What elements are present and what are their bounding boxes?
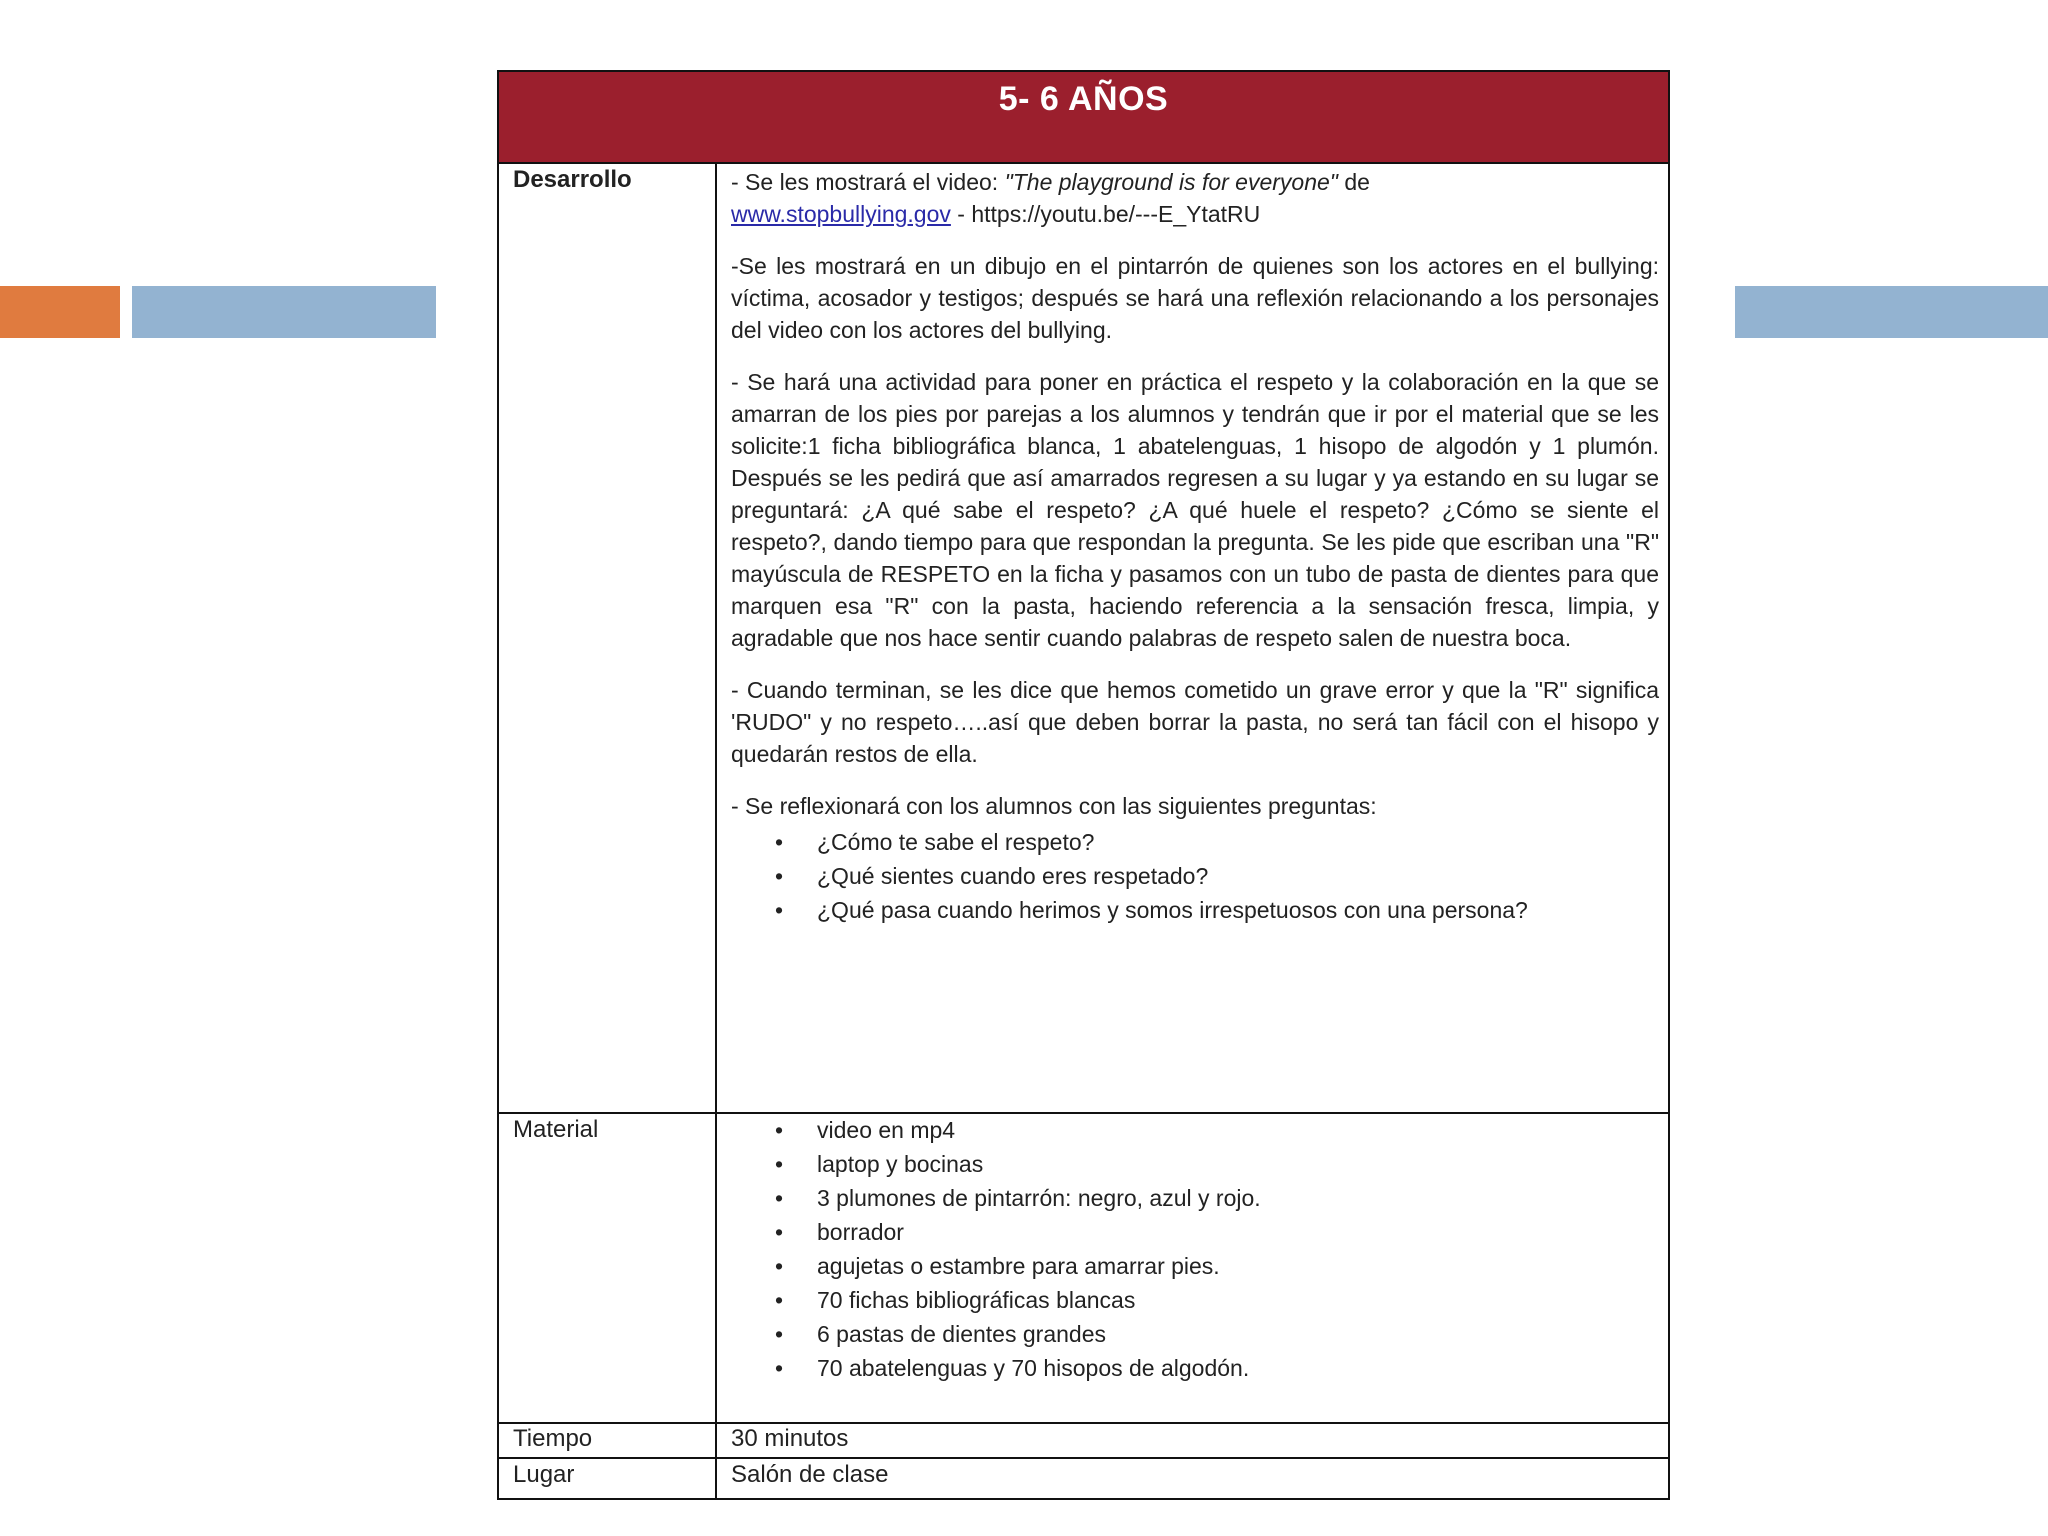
- row-divider-tiempo: [499, 1422, 1668, 1424]
- desarrollo-label: Desarrollo: [513, 166, 632, 193]
- video-de-text: de: [1337, 169, 1370, 195]
- row-divider-lugar: [499, 1457, 1668, 1459]
- list-item: • 70 fichas bibliográficas blancas: [731, 1284, 1659, 1316]
- lesson-table: [497, 70, 1670, 1500]
- accent-bar-blue-left: [132, 286, 436, 338]
- error-paragraph: - Cuando terminan, se les dice que hemos cometido un grave error y que la "R" significa 'RUDO" y no respeto…..así que deben borrar la pasta, no será tan fácil con el hisopo y quedarán restos de ella.: [731, 677, 1659, 767]
- video-title: "The playground is for everyone": [1004, 169, 1338, 195]
- activity-paragraph: - Se hará una actividad para poner en práctica el respeto y la colaboración en la que se amarran de los pies por parejas a los alumnos y tendrán que ir por el material que se les solicite:1 ficha bibliográfica blanca, 1 abatelenguas, 1 hisopo de algodón y 1 plumón. Después se les pedirá que así amarrados regresen a su lugar y ya estando en su lugar se preguntará: ¿A qué sabe el respeto? ¿A qué huele el respeto? ¿Cómo se siente el respeto?, dando tiempo para que respondan la pregunta. Se les pide que escriban una "R" mayúscula de RESPETO en la ficha y pasamos con un tubo de pasta de dientes para que marquen esa "R" con la pasta, haciendo referencia a la sensación fresca, limpia, y agradable que nos hace sentir cuando palabras de respeto salen de nuestra boca.: [731, 369, 1659, 651]
- material-content: [731, 1114, 1659, 1386]
- column-divider: [715, 162, 717, 1498]
- accent-bar-orange: [0, 286, 120, 338]
- question-list: [731, 826, 1659, 926]
- list-item: • ¿Qué pasa cuando herimos y somos irrespetuosos con una persona?: [731, 894, 1659, 926]
- lugar-label: Lugar: [513, 1461, 575, 1488]
- list-item: • laptop y bocinas: [731, 1148, 1659, 1180]
- table-header: [499, 72, 1668, 164]
- list-item: • 70 abatelenguas y 70 hisopos de algodón.: [731, 1352, 1659, 1384]
- list-item: • agujetas o estambre para amarrar pies.: [731, 1250, 1659, 1282]
- youtube-url-text: - https://youtu.be/---E_YtatRU: [950, 201, 1261, 227]
- list-item: • 6 pastas de dientes grandes: [731, 1318, 1659, 1350]
- actors-paragraph: -Se les mostrará en un dibujo en el pintarrón de quienes son los actores en el bullying: víctima, acosador y testigos; después se hará una reflexión relacionando a los personajes del video con los actores del bullying.: [731, 253, 1659, 343]
- desarrollo-content: [731, 166, 1659, 928]
- table-title: 5- 6 AÑOS: [998, 80, 1169, 118]
- material-list: [731, 1114, 1659, 1384]
- material-label: Material: [513, 1116, 599, 1143]
- lugar-value: Salón de clase: [731, 1461, 889, 1488]
- list-item: • 3 plumones de pintarrón: negro, azul y rojo.: [731, 1182, 1659, 1214]
- video-intro-text: - Se les mostrará el video:: [731, 169, 1005, 195]
- stopbullying-link[interactable]: www.stopbullying.gov: [731, 201, 951, 227]
- list-item: • video en mp4: [731, 1114, 1659, 1146]
- list-item: • borrador: [731, 1216, 1659, 1248]
- reflection-intro: - Se reflexionará con los alumnos con las siguientes preguntas:: [731, 793, 1377, 819]
- video-paragraph: [731, 166, 1659, 230]
- accent-bar-blue-right: [1735, 286, 2048, 338]
- list-item: • ¿Cómo te sabe el respeto?: [731, 826, 1659, 858]
- tiempo-label: Tiempo: [513, 1425, 593, 1452]
- tiempo-value: 30 minutos: [731, 1425, 849, 1452]
- list-item: • ¿Qué sientes cuando eres respetado?: [731, 860, 1659, 892]
